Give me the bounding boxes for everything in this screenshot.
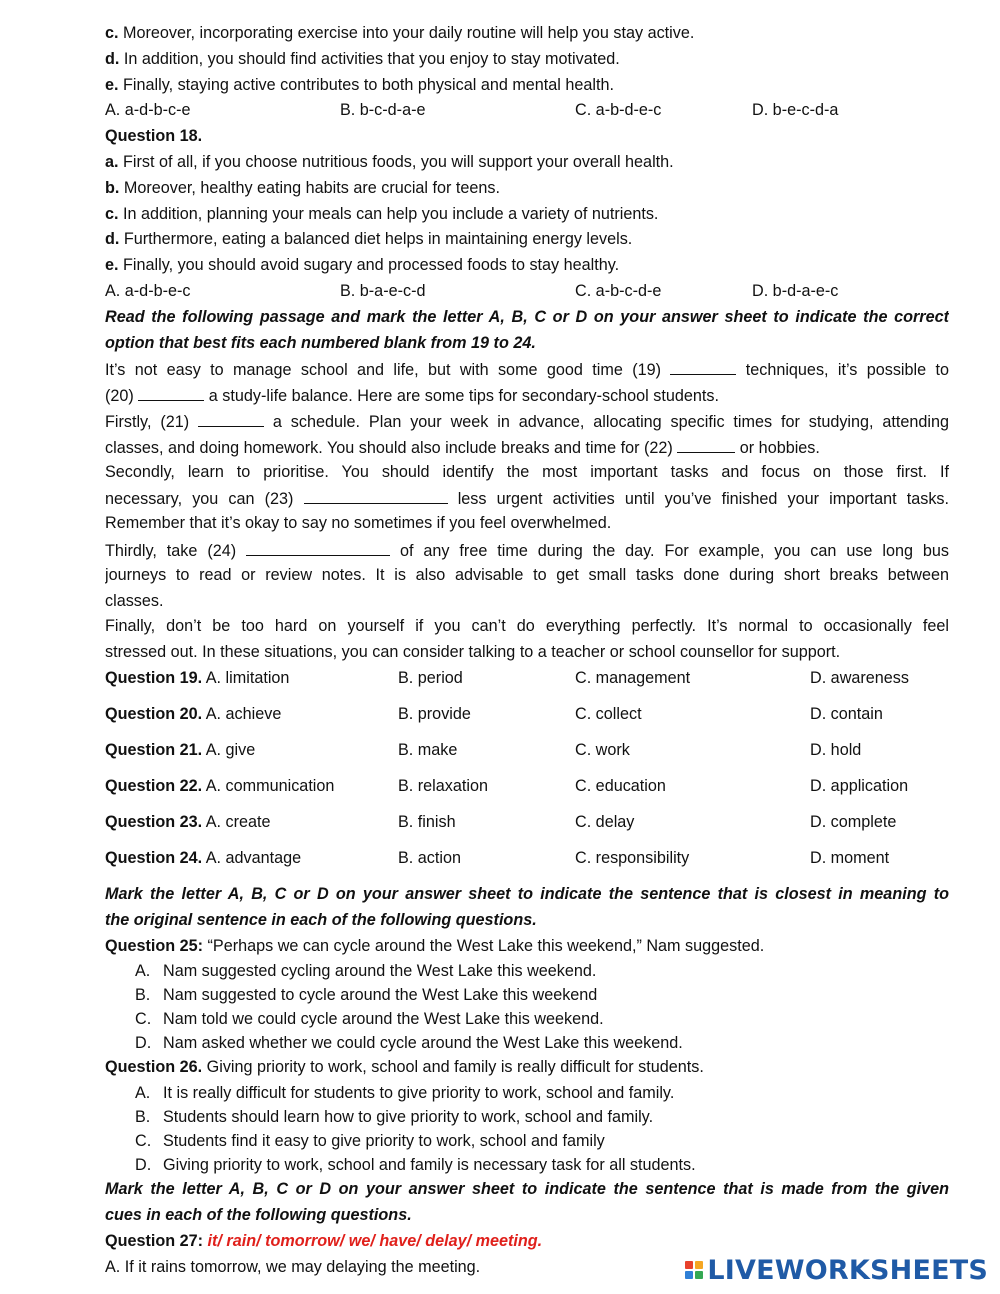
passage-paragraph-1: It’s not easy to manage school and life, but with some good time (19) techniques, it’s possible to (105, 356, 949, 382)
passage-paragraph-4: Thirdly, take (24) of any free time during the day. For example, you can use long bus (105, 537, 949, 563)
q23-option-b[interactable]: B. finish (398, 812, 456, 831)
q19-option-d[interactable]: D. awareness (810, 668, 909, 687)
question-26: Question 26. Giving priority to work, school and family is really difficult for students. (105, 1058, 704, 1077)
q17-sentence-d: d. In addition, you should find activities that you enjoy to stay motivated. (105, 49, 620, 68)
q22-option-b[interactable]: B. relaxation (398, 776, 488, 795)
blank-19[interactable] (670, 356, 736, 375)
passage-paragraph-3-cont: necessary, you can (23) less urgent activities until you’ve finished your important tasks. (105, 485, 949, 511)
q25-choice-c[interactable]: C. Nam told we could cycle around the West Lake this weekend. (135, 1010, 604, 1029)
question-25: Question 25: “Perhaps we can cycle around the West Lake this weekend,” Nam suggested. (105, 936, 765, 955)
q26-choice-b[interactable]: B. Students should learn how to give priority to work, school and family. (135, 1108, 654, 1127)
q20-option-c[interactable]: C. collect (575, 704, 642, 723)
closest-meaning-instruction-cont: the original sentence in each of the following questions. (105, 910, 537, 929)
q18-sentence-b: b. Moreover, healthy eating habits are crucial for teens. (105, 178, 501, 197)
q17-sentence-c: c. Moreover, incorporating exercise into your daily routine will help you stay active. (105, 24, 695, 42)
q18-sentence-c: c. In addition, planning your meals can help you include a variety of nutrients. (105, 204, 659, 223)
q19-option-c[interactable]: C. management (575, 668, 691, 687)
q23-option-c[interactable]: C. delay (575, 812, 635, 831)
logo-square-blue (685, 1271, 693, 1279)
q19-option-a[interactable]: A. limitation (202, 668, 290, 687)
passage-instruction: Read the following passage and mark the letter A, B, C or D on your answer sheet to indicate the correct (105, 307, 949, 326)
q27-option-a[interactable]: A. If it rains tomorrow, we may delaying the meeting. (105, 1257, 481, 1276)
closest-meaning-instruction: Mark the letter A, B, C or D on your answer sheet to indicate the sentence that is closest in meaning to (105, 884, 949, 903)
q24-option-b[interactable]: B. action (398, 848, 461, 867)
q20-option-d[interactable]: D. contain (810, 704, 883, 723)
logo-square-orange (695, 1261, 703, 1269)
q18-sentence-e: e. Finally, you should avoid sugary and processed foods to stay healthy. (105, 256, 620, 275)
cues-instruction-cont: cues in each of the following questions. (105, 1205, 412, 1224)
q19-option-b[interactable]: B. period (398, 668, 463, 687)
q18-option-a[interactable]: A. a-d-b-e-c (105, 281, 191, 300)
q23-option-d[interactable]: D. complete (810, 812, 897, 831)
passage-paragraph-4-end: classes. (105, 591, 164, 610)
q24-option-d[interactable]: D. moment (810, 848, 890, 867)
passage-paragraph-2: Firstly, (21) a schedule. Plan your week in advance, allocating specific times for studying, attending (105, 408, 949, 434)
q22-option-c[interactable]: C. education (575, 776, 666, 795)
question-20-row: Question 20. A. achieve B. provide C. collect D. contain (105, 702, 949, 738)
q22-option-d[interactable]: D. application (810, 776, 909, 795)
q18-option-b[interactable]: B. b-a-e-c-d (340, 281, 426, 300)
logo-square-green (695, 1271, 703, 1279)
logo-text: LIVEWORKSHEETS (707, 1254, 988, 1286)
q20-option-a[interactable]: A. achieve (202, 704, 282, 723)
q25-choice-d[interactable]: D. Nam asked whether we could cycle around the West Lake this weekend. (135, 1034, 683, 1053)
passage-paragraph-5: Finally, don’t be too hard on yourself if you can’t do everything perfectly. It’s normal to occasionally feel (105, 617, 949, 636)
blank-23[interactable] (304, 485, 448, 504)
question-27: Question 27: it/ rain/ tomorrow/ we/ have/ delay/ meeting. (105, 1231, 543, 1250)
q21-option-a[interactable]: A. give (202, 740, 256, 759)
q22-option-a[interactable]: A. communication (202, 776, 335, 795)
q26-choice-a[interactable]: A. It is really difficult for students to give priority to work, school and family. (135, 1084, 675, 1103)
q27-cue-text: it/ rain/ tomorrow/ we/ have/ delay/ meeting. (207, 1231, 543, 1250)
q20-option-b[interactable]: B. provide (398, 704, 471, 723)
q18-option-d[interactable]: D. b-d-a-e-c (752, 281, 839, 300)
blank-questions-list (105, 666, 949, 882)
q18-title: Question 18. (105, 127, 203, 146)
q26-choice-c[interactable]: C. Students find it easy to give priority to work, school and family (135, 1132, 605, 1151)
question-22-row: Question 22. A. communication B. relaxation C. education D. application (105, 774, 949, 810)
blank-21[interactable] (198, 408, 264, 427)
q24-option-c[interactable]: C. responsibility (575, 848, 690, 867)
q17-option-b[interactable]: B. b-c-d-a-e (340, 101, 426, 120)
q25-choice-a[interactable]: A. Nam suggested cycling around the West Lake this weekend. (135, 962, 597, 981)
q23-option-a[interactable]: A. create (202, 812, 271, 831)
q17-sentence-e: e. Finally, staying active contributes to both physical and mental health. (105, 75, 615, 94)
passage-paragraph-2-cont: classes, and doing homework. You should also include breaks and time for (22) or hobbies. (105, 434, 949, 460)
blank-24[interactable] (246, 537, 390, 556)
q17-options (105, 98, 949, 124)
worksheet-page (105, 21, 949, 1280)
q18-options (105, 279, 949, 305)
q17-option-c[interactable]: C. a-b-d-e-c (575, 101, 662, 120)
q18-sentence-a: a. First of all, if you choose nutritious foods, you will support your overall health. (105, 152, 674, 171)
passage-paragraph-3: Secondly, learn to prioritise. You should identify the most important tasks and focus on those first. If (105, 462, 949, 481)
logo-square-red (685, 1261, 693, 1269)
q18-sentence-d: d. Furthermore, eating a balanced diet helps in maintaining energy levels. (105, 230, 633, 249)
passage-paragraph-5-cont: stressed out. In these situations, you can consider talking to a teacher or school counsellor for support. (105, 643, 841, 662)
passage-paragraph-3-end: Remember that it’s okay to say no sometimes if you feel overwhelmed. (105, 514, 612, 533)
passage-instruction-cont: option that best fits each numbered blank from 19 to 24. (105, 333, 536, 352)
q17-option-a[interactable]: A. a-d-b-c-e (105, 101, 191, 120)
q17-option-d[interactable]: D. b-e-c-d-a (752, 101, 839, 120)
passage-paragraph-4-cont: journeys to read or review notes. It is also advisable to get small tasks done during short breaks between (105, 565, 949, 584)
cues-instruction: Mark the letter A, B, C or D on your answer sheet to indicate the sentence that is made from the given (105, 1180, 949, 1199)
q21-option-c[interactable]: C. work (575, 740, 630, 759)
logo-mark-icon (685, 1261, 703, 1279)
question-24-row: Question 24. A. advantage B. action C. responsibility D. moment (105, 846, 949, 882)
q18-option-c[interactable]: C. a-b-c-d-e (575, 281, 662, 300)
q21-option-d[interactable]: D. hold (810, 740, 862, 759)
liveworksheets-logo (685, 1255, 988, 1285)
question-23-row: Question 23. A. create B. finish C. delay D. complete (105, 810, 949, 846)
passage-paragraph-1-cont: (20) a study-life balance. Here are some tips for secondary-school students. (105, 382, 949, 408)
q24-option-a[interactable]: A. advantage (202, 848, 302, 867)
q26-choice-d[interactable]: D. Giving priority to work, school and family is necessary task for all students. (135, 1156, 696, 1175)
question-19-row: Question 19. A. limitation B. period C. management D. awareness (105, 666, 949, 702)
blank-20[interactable] (138, 382, 204, 401)
question-21-row: Question 21. A. give B. make C. work D. hold (105, 738, 949, 774)
q25-choice-b[interactable]: B. Nam suggested to cycle around the West Lake this weekend (135, 986, 598, 1005)
q21-option-b[interactable]: B. make (398, 740, 458, 759)
blank-22[interactable] (677, 434, 735, 453)
